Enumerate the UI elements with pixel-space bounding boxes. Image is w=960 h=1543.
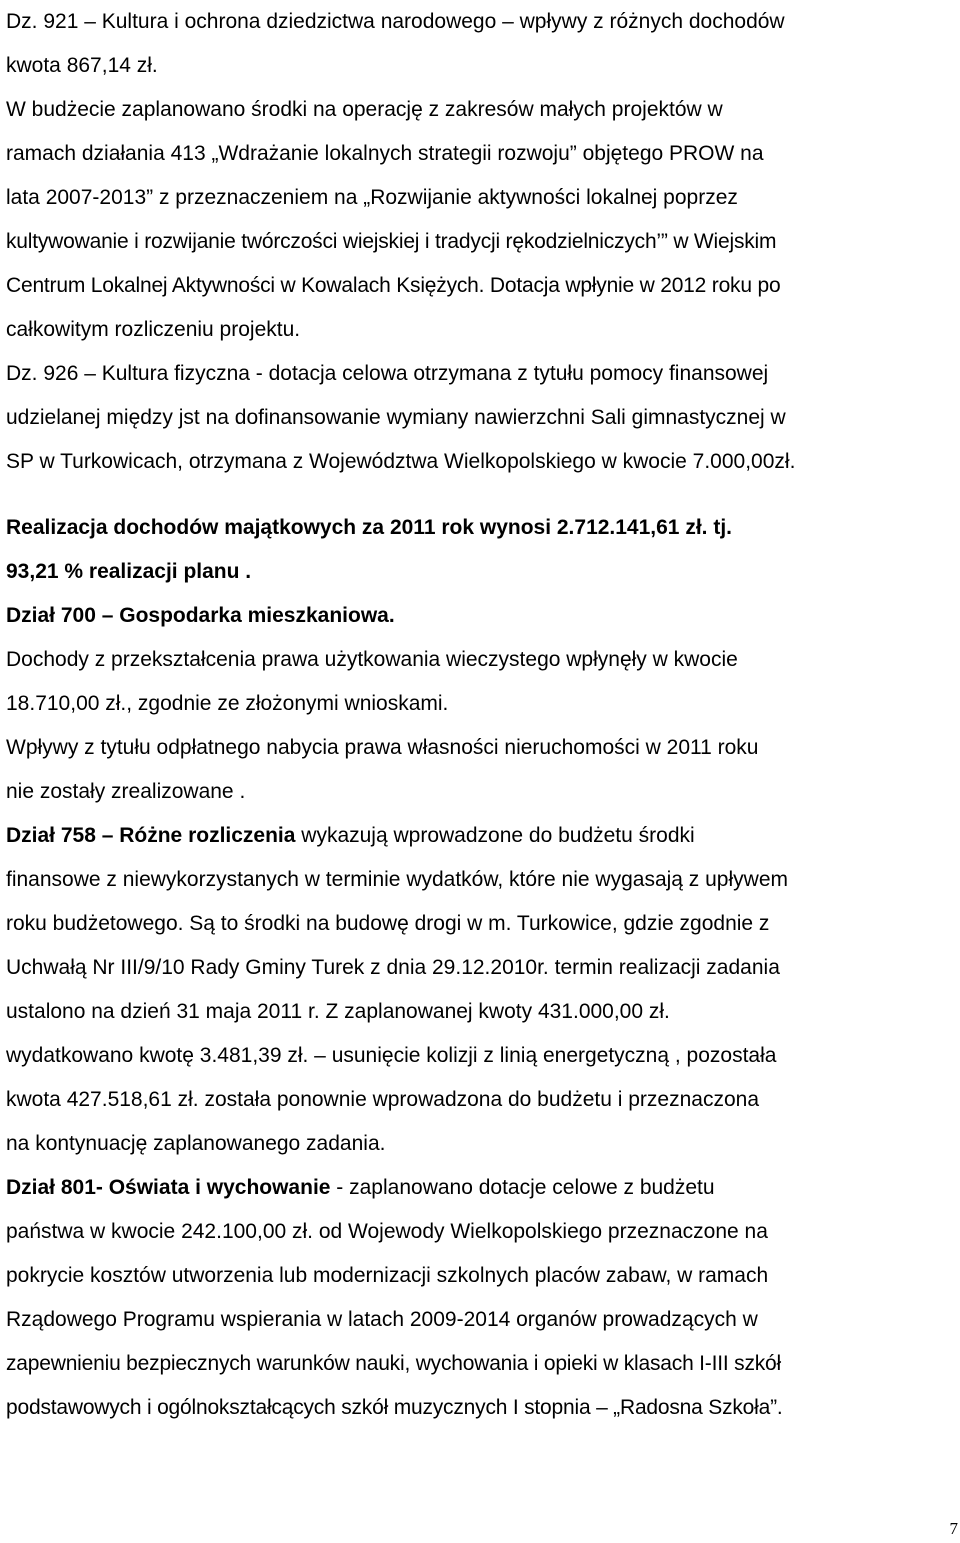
paragraph-line: kultywowanie i rozwijanie twórczości wiejskiej i tradycji rękodzielniczych’” w Wiejskim (6, 230, 777, 253)
heading-continuation: wykazują wprowadzone do budżetu środki (295, 824, 695, 847)
paragraph-line: podstawowych i ogólnokształcących szkół muzycznych I stopnia – „Radosna Szkoła”. (6, 1396, 783, 1419)
paragraph-line: lata 2007-2013” z przeznaczeniem na „Rozwijanie aktywności lokalnej poprzez (6, 186, 738, 209)
heading-continuation: - zaplanowano dotacje celowe z budżetu (330, 1176, 715, 1199)
paragraph-line: SP w Turkowicach, otrzymana z Województwa Wielkopolskiego w kwocie 7.000,00zł. (6, 450, 796, 473)
paragraph-line: Dz. 926 – Kultura fizyczna - dotacja celowa otrzymana z tytułu pomocy finansowej (6, 362, 769, 385)
paragraph-line: całkowitym rozliczeniu projektu. (6, 318, 301, 341)
paragraph-line: kwota 867,14 zł. (6, 54, 158, 77)
paragraph-line: Rządowego Programu wspierania w latach 2009-2014 organów prowadzących w (6, 1308, 758, 1331)
summary-line: 93,21 % realizacji planu . (6, 560, 252, 583)
paragraph-line: Uchwałą Nr III/9/10 Rady Gminy Turek z dnia 29.12.2010r. termin realizacji zadania (6, 956, 780, 979)
paragraph-line: finansowe z niewykorzystanych w terminie wydatków, które nie wygasają z upływem (6, 868, 788, 891)
paragraph-line: wydatkowano kwotę 3.481,39 zł. – usunięcie kolizji z linią energetyczną , pozostała (6, 1044, 777, 1067)
paragraph-line: na kontynuację zaplanowanego zadania. (6, 1132, 386, 1155)
paragraph-line: udzielanej między jst na dofinansowanie wymiany nawierzchni Sali gimnastycznej w (6, 406, 786, 429)
paragraph-line: 18.710,00 zł., zgodnie ze złożonymi wnioskami. (6, 692, 449, 715)
document-page (6, 0, 956, 1430)
section-dz926 (6, 352, 956, 484)
paragraph-line: roku budżetowego. Są to środki na budowę drogi w m. Turkowice, gdzie zgodnie z (6, 912, 770, 935)
paragraph-line (6, 814, 956, 858)
paragraph-line: Dochody z przekształcenia prawa użytkowania wieczystego wpłynęły w kwocie (6, 648, 738, 671)
section-dzial-700 (6, 594, 956, 814)
paragraph-line: Wpływy z tytułu odpłatnego nabycia prawa własności nieruchomości w 2011 roku (6, 736, 759, 759)
paragraph-line: zapewnieniu bezpiecznych warunków nauki, wychowania i opieki w klasach I-III szkół (6, 1352, 781, 1375)
section-dzial-758 (6, 814, 956, 1166)
paragraph-line: Dz. 921 – Kultura i ochrona dziedzictwa narodowego – wpływy z różnych dochodów (6, 10, 785, 33)
section-heading: Dział 758 – Różne rozliczenia (6, 824, 296, 847)
section-realizacja-summary (6, 506, 956, 594)
section-dzial-801 (6, 1166, 956, 1430)
paragraph-line (6, 1166, 956, 1210)
section-heading: Dział 801- Oświata i wychowanie (6, 1176, 331, 1199)
paragraph-line: pokrycie kosztów utworzenia lub modernizacji szkolnych placów zabaw, w ramach (6, 1264, 769, 1287)
paragraph-line: ustalono na dzień 31 maja 2011 r. Z zaplanowanej kwoty 431.000,00 zł. (6, 1000, 670, 1023)
paragraph-line: państwa w kwocie 242.100,00 zł. od Wojewody Wielkopolskiego przeznaczone na (6, 1220, 768, 1243)
section-heading: Dział 700 – Gospodarka mieszkaniowa. (6, 604, 395, 627)
paragraph-line: nie zostały zrealizowane . (6, 780, 246, 803)
paragraph-line: Centrum Lokalnej Aktywności w Kowalach Księżych. Dotacja wpłynie w 2012 roku po (6, 274, 781, 297)
summary-line: Realizacja dochodów majątkowych za 2011 rok wynosi 2.712.141,61 zł. tj. (6, 516, 732, 539)
paragraph-line: kwota 427.518,61 zł. została ponownie wprowadzona do budżetu i przeznaczona (6, 1088, 759, 1111)
paragraph-line: W budżecie zaplanowano środki na operację z zakresów małych projektów w (6, 98, 723, 121)
paragraph-line: ramach działania 413 „Wdrażanie lokalnych strategii rozwoju” objętego PROW na (6, 142, 764, 165)
section-dz921 (6, 0, 956, 352)
page-number: 7 (949, 1519, 958, 1538)
